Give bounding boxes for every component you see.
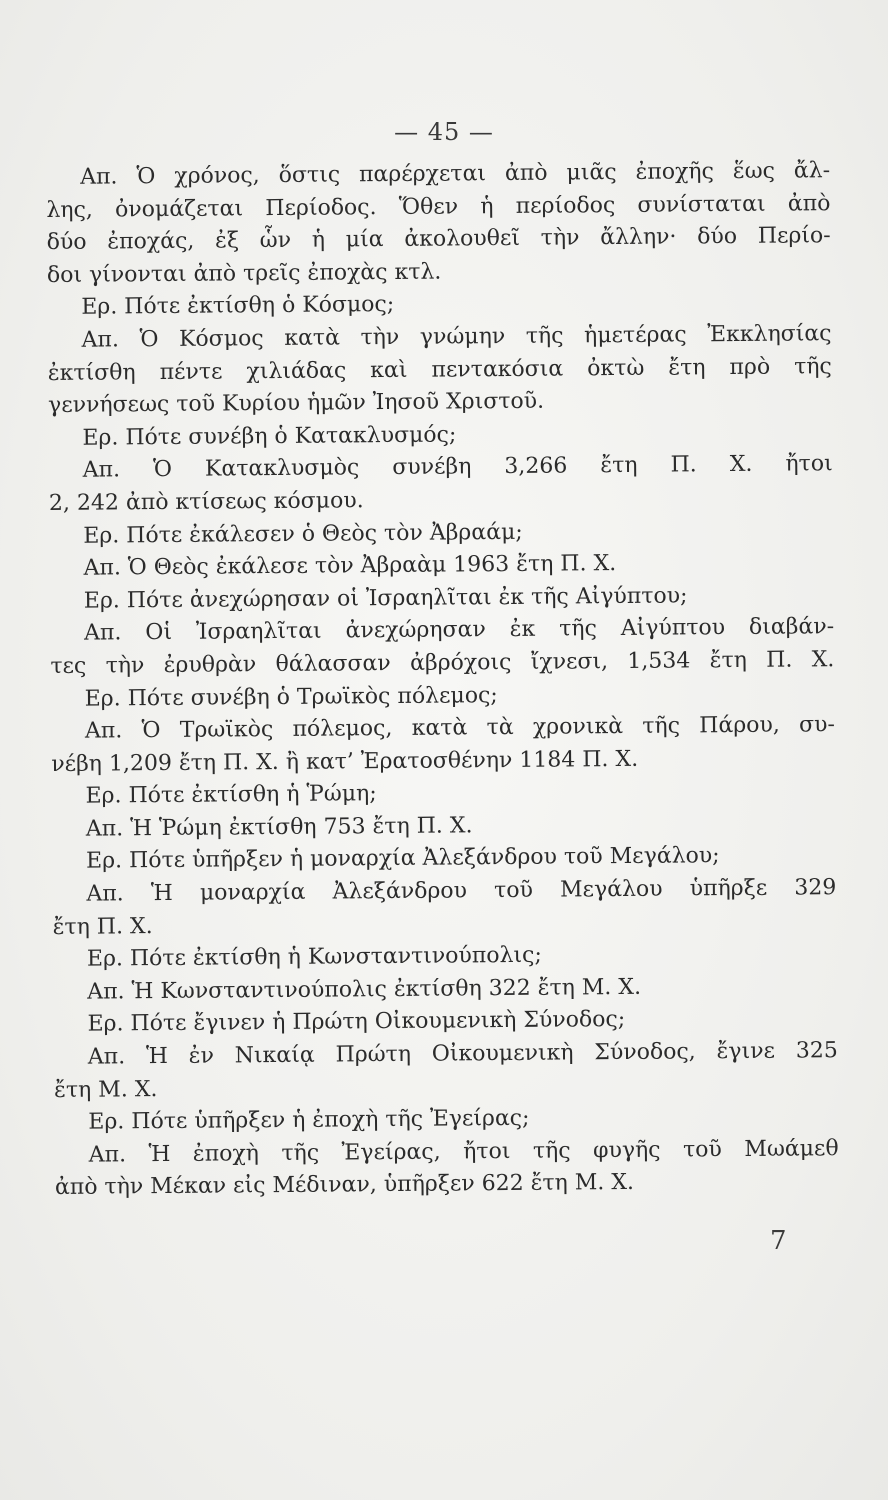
- answer-line: Απ. Ἡ Κωνσταντινούπολις ἐκτίσθη 322 ἔτη Μ. Χ.: [87, 974, 642, 1005]
- answer-line: Απ. Οἱ Ἰσραηλῖται ἀνεχώρησαν ἐκ τῆς Αἰγύπτου διαβάν-: [84, 614, 835, 646]
- text-line: 2, 242 ἀπὸ κτίσεως κόσμου.: [48, 488, 364, 516]
- answer-line: Απ. Ὁ Κατακλυσμὸς συνέβη 3,266 ἔτη Π. Χ. ἤτοι: [82, 451, 833, 484]
- text-line: ἔτη Π. Χ.: [52, 913, 153, 940]
- answer-line: Απ. Ἡ ἐποχὴ τῆς Ἐγείρας, ἤτοι τῆς φυγῆς τοῦ Μωάμεθ: [88, 1135, 839, 1168]
- question-line: Ερ. Πότε ἔγινεν ἡ Πρώτη Οἰκουμενικὴ Σύνοδος;: [87, 1007, 626, 1038]
- signature-mark: 7: [770, 1226, 787, 1256]
- text-line: ἔτη Μ. Χ.: [53, 1076, 158, 1103]
- question-line: Ερ. Πότε συνέβη ὁ Τρωϊκὸς πόλεμος;: [84, 682, 498, 712]
- question-line: Ερ. Πότε ἐκτίσθη ἡ Ῥώμη;: [85, 781, 377, 809]
- text-line: ἐκτίσθη πέντε χιλιάδας καὶ πεντακόσια ὀκτὼ ἔτη πρὸ τῆς: [47, 353, 832, 386]
- question-line: Ερ. Πότε ὑπῆρξεν ἡ ἐποχὴ τῆς Ἐγείρας;: [88, 1106, 530, 1135]
- answer-line: Απ. Ἡ ἐν Νικαίᾳ Πρώτη Οἰκουμενικὴ Σύνοδος, ἔγινε 325: [87, 1038, 838, 1070]
- question-line: Ερ. Πότε ἀνεχώρησαν οἱ Ἰσραηλῖται ἐκ τῆς Αἰγύπτου;: [83, 583, 688, 614]
- text-line: γεννήσεως τοῦ Κυρίου ἡμῶν Ἰησοῦ Χριστοῦ.: [48, 388, 545, 419]
- question-line: Ερ. Πότε ὑπῆρξεν ἡ μοναρχία Ἀλεξάνδρου τοῦ Μεγάλου;: [85, 843, 720, 875]
- answer-line: Απ. Ὁ Κόσμος κατὰ τὴν γνώμην τῆς ἡμετέρας Ἐκκλησίας: [81, 321, 832, 353]
- answer-line: Απ. Ὁ Θεὸς ἐκάλεσε τὸν Ἀβραὰμ 1963 ἔτη Π. Χ.: [83, 551, 617, 581]
- text-line: λης, ὀνομάζεται Περίοδος. Ὅθεν ἡ περίοδος συνίσταται ἀπὸ: [46, 190, 831, 223]
- text-line: τες τὴν ἐρυθρὰν θάλασσαν ἀβρόχοις ἴχνεσι, 1,534 ἔτη Π. Χ.: [50, 647, 835, 679]
- text-line: δύο ἐποχάς, ἐξ ὧν ἡ μία ἀκολουθεῖ τὴν ἄλλην· δύο Περίο-: [46, 223, 831, 256]
- question-line: Ερ. Πότε συνέβη ὁ Κατακλυσμός;: [82, 422, 457, 451]
- answer-line: Απ. Ὁ Τρωϊκὸς πόλεμος, κατὰ τὰ χρονικὰ τῆς Πάρου, συ-: [84, 712, 836, 744]
- question-line: Ερ. Πότε ἐκάλεσεν ὁ Θεὸς τὸν Ἀβραάμ;: [83, 519, 523, 549]
- page-number: — 45 —: [394, 118, 494, 146]
- text-line: νέβη 1,209 ἔτη Π. Χ. ἢ κατ’ Ἐρατοσθένην 1184 Π. Χ.: [51, 746, 639, 777]
- text-line: Απ. Ὁ χρόνος, ὅστις παρέρχεται ἀπὸ μιᾶς ἐποχῆς ἕως ἄλ-: [80, 158, 831, 190]
- answer-line: Απ. Ἡ Ῥώμη ἐκτίσθη 753 ἔτη Π. Χ.: [85, 813, 473, 842]
- question-line: Ερ. Πότε ἐκτίσθη ὁ Κόσμος;: [81, 292, 395, 321]
- question-line: Ερ. Πότε ἐκτίσθη ἡ Κωνσταντινούπολις;: [86, 942, 542, 972]
- text-line: ἀπὸ τὴν Μέκαν εἰς Μέδιναν, ὑπῆρξεν 622 ἔτη Μ. Χ.: [54, 1170, 635, 1201]
- answer-line: Απ. Ἡ μοναρχία Ἀλεξάνδρου τοῦ Μεγάλου ὑπῆρξε 329: [86, 875, 837, 907]
- body-text: [46, 155, 839, 1205]
- text-line: δοι γίνονται ἀπὸ τρεῖς ἐποχὰς κτλ.: [46, 259, 442, 288]
